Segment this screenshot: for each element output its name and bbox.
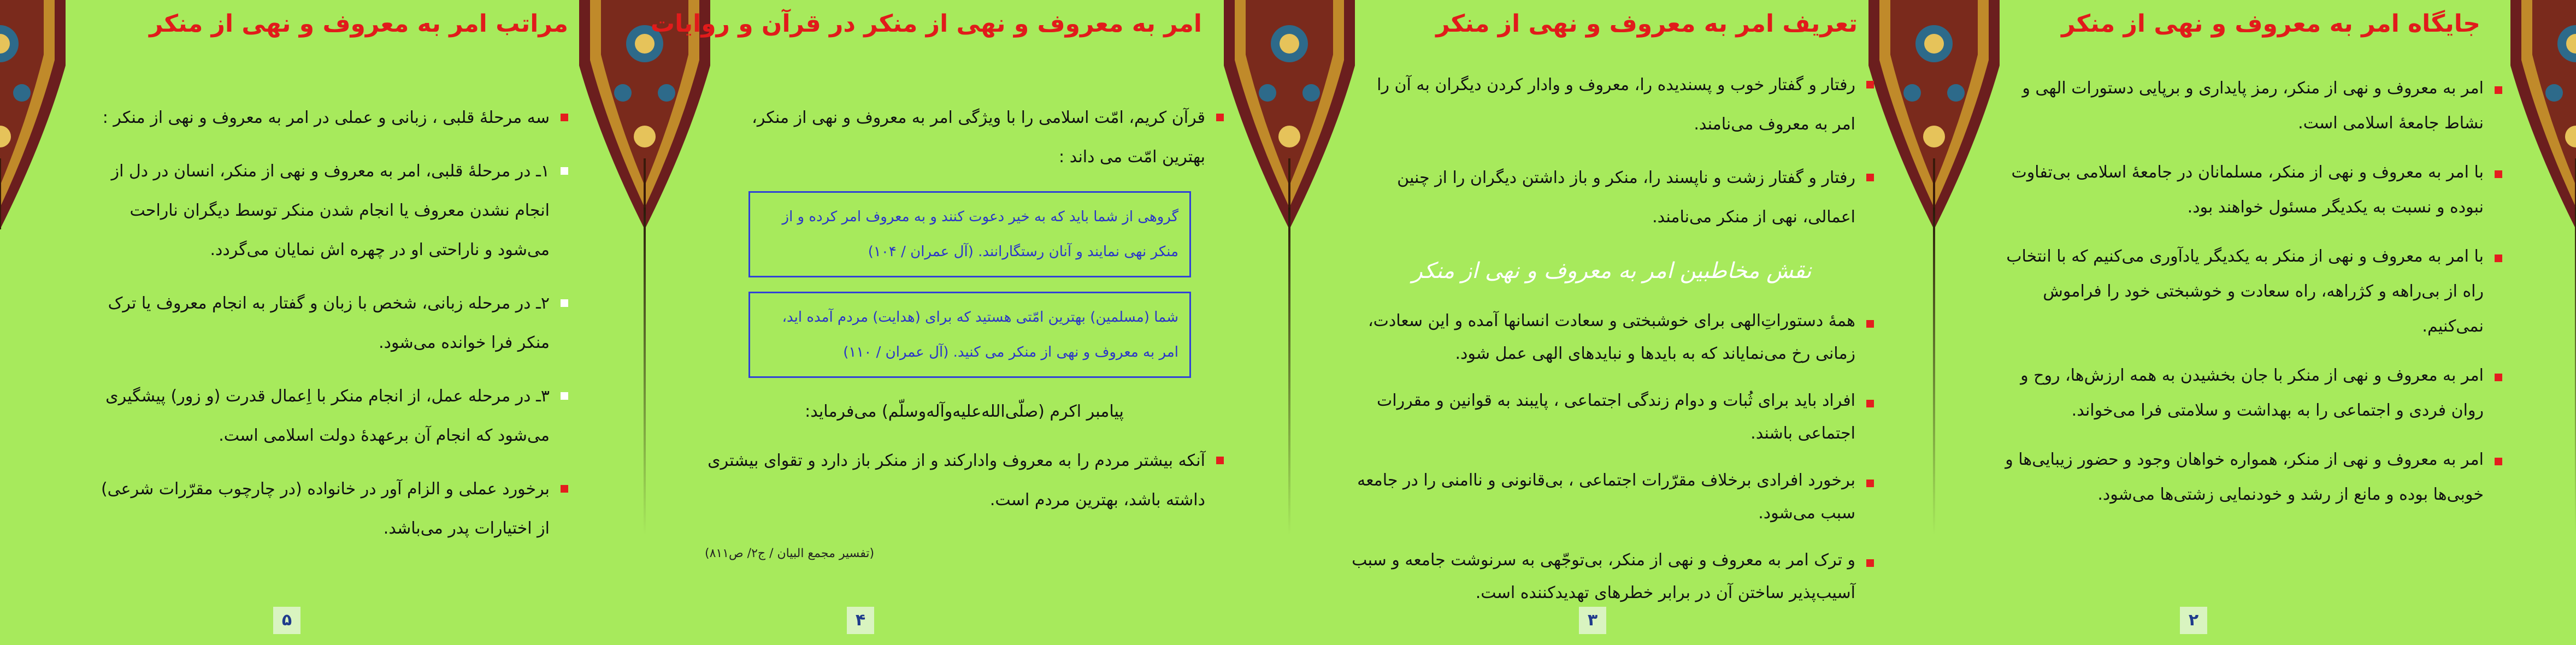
panel-title: جایگاه امر به معروف و نهی از منکر [2061, 10, 2480, 38]
list-item: ۳ـ در مرحله عمل، از انجام منکر با اِعمال قدرت (و زور) پیشگیری می‌شود که انجام آن برعهدهٔ دولت اسلامی است. [87, 377, 568, 455]
divider-line [1933, 208, 1935, 535]
list-item: با امر به معروف و نهی از منکر به یکدیگر یادآوری می‌کنیم که با انتخاب راه از بی‌راهه و کژراهه، راه سعادت و خوشبختی خود را فراموش نمی‌کنیم. [1989, 239, 2502, 344]
panel-title: تعریف امر به معروف و نهی از منکر [1436, 10, 1858, 38]
list-item: رفتار و گفتار خوب و پسندیده را، معروف و وادار کردن دیگران به آن را امر به معروف می‌نامند. [1349, 66, 1874, 144]
quran-quote-box: گروهی از شما باید که به خیر دعوت کنند و به معروف امر کرده و از منکر نهی نمایند و آنان رستگارانند. (آل عمران / ۱۰۴) [748, 191, 1191, 277]
list-item: قرآن کریم، امّت اسلامی را با ویژگی امر به معروف و نهی از منکر، بهترین امّت می داند : [705, 98, 1224, 177]
list-item: افراد باید برای ثُبات و دوام زندگی اجتماعی ، پایبند به قوانین و مقررات اجتماعی باشند. [1349, 384, 1874, 450]
hadith-text: آنکه بیشتر مردم را به معروف وادارکند و از منکر باز دارد و تقوای بیشتری داشته باشد، بهترین مردم است. [705, 441, 1224, 520]
panel-stages [60, 0, 579, 645]
section-subtitle: نقش مخاطبین امر به معروف و نهی از منکر [1412, 258, 1812, 283]
source-reference: (تفسیر مجمع البیان / ج۲/ ص۸۱۱) [705, 547, 875, 560]
list-item: همهٔ دستوراتِ‌الهی برای خوشبختی و سعادت انسانها آمده و این سعادت، زمانی رخ می‌نمایاند که به بایدها و نبایدهای الهی عمل شود. [1349, 305, 1874, 370]
list-item: امر به معروف و نهی از منکر، همواره خواهان وجود و حضور زیبایی‌ها و خوبی‌ها بوده و مانع از رشد و خودنمایی زشتی‌ها می‌شود. [1989, 442, 2502, 512]
floral-ornament-icon [0, 0, 66, 229]
floral-ornament-icon [2510, 0, 2576, 229]
list-item: سه مرحلهٔ قلبی ، زبانی و عملی در امر به معروف و نهی از منکر : [87, 98, 568, 138]
panel-title: مراتب امر به معروف و نهی از منکر [149, 10, 568, 38]
panel-position [1978, 0, 2513, 645]
page-number: ۲ [2180, 607, 2207, 634]
divider-line [644, 208, 646, 535]
list-item: برخورد افرادی برخلاف مقرّرات اجتماعی ، بی‌قانونی و ناامنی را در جامعه سبب می‌شود. [1349, 464, 1874, 530]
list-item: و ترک امر به معروف و نهی از منکر، بی‌توجّهی به سرنوشت جامعه و سبب آسیب‌پذیر ساختن آن در برابر خطرهای تهدیدکننده است. [1349, 544, 1874, 610]
divider-line [1288, 208, 1290, 535]
hadith-intro: پیامبر اکرم (صلّی‌الله‌علیه‌وآله‌وسلّم) می‌فرماید: [805, 402, 1124, 421]
list-item: رفتار و گفتار زشت و ناپسند را، منکر و باز داشتن دیگران را از چنین اعمالی، نهی از منکر می‌نامند. [1349, 158, 1874, 237]
list-item: امر به معروف و نهی از منکر، رمز پایداری و برپایی دستورات الهی و نشاط جامعهٔ اسلامی است. [1989, 71, 2502, 141]
list-item: ۱ـ در مرحلهٔ قلبی، امر به معروف و نهی از منکر، انسان در دل از انجام نشدن معروف یا انجام شدن منکر توسط دیگران ناراحت می‌شود و ناراحتی او در چهره اش نمایان می‌گردد. [87, 152, 568, 270]
quran-quote-box: شما (مسلمین) بهترین امّتی هستید که برای (هدایت) مردم آمده اید، امر به معروف و نهی از منکر می کنید. (آل عمران / ۱۱۰) [748, 292, 1191, 378]
page-number: ۳ [1579, 607, 1606, 634]
page-number: ۴ [847, 607, 874, 634]
panel-quran [650, 0, 1235, 645]
list-item: با امر به معروف و نهی از منکر، مسلمانان در جامعهٔ اسلامی بی‌تفاوت نبوده و نسبت به یکدیگر مسئول خواهند بود. [1989, 155, 2502, 225]
list-item: برخورد عملی و الزام آور در خانواده (در چارچوب مقرّرات شرعی) از اختیارات پدر می‌باشد. [87, 470, 568, 548]
panel-definition [1333, 0, 1879, 645]
list-item: ۲ـ در مرحله زبانی، شخص با زبان و گفتار به انجام معروف یا ترک منکر فرا خوانده می‌شود. [87, 284, 568, 363]
list-item: امر به معروف و نهی از منکر با جان بخشیدن به همه ارزش‌ها، روح و روان فردی و اجتماعی را به بهداشت و سلامتی فرا می‌خواند. [1989, 358, 2502, 428]
panel-title: امر به معروف و نهی از منکر در قرآن و روایات [650, 10, 1202, 38]
page-number: ۵ [273, 607, 300, 634]
